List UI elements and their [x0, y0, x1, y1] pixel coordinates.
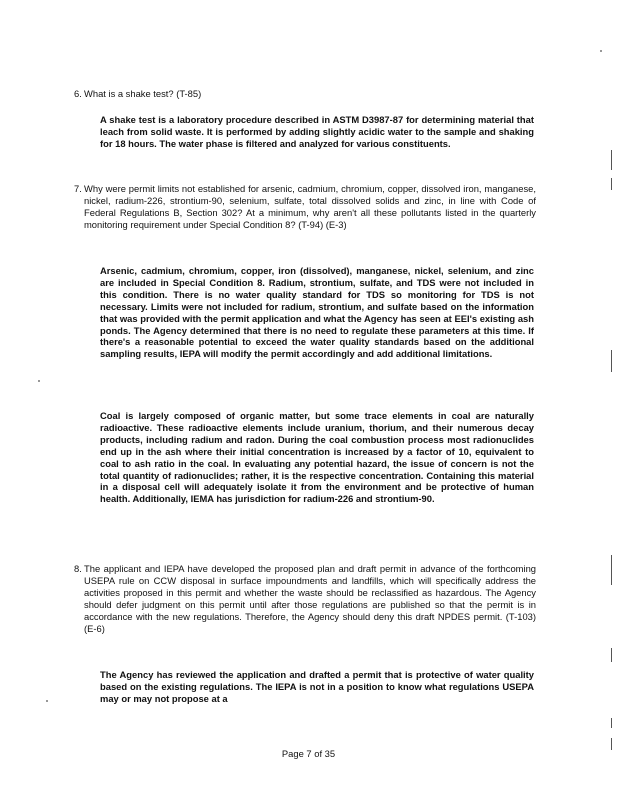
margin-mark — [611, 178, 612, 190]
question-number: 6. — [74, 88, 82, 99]
question-text: Why were permit limits not established for arsenic, cadmium, chromium, copper, dissolved iron, manganese, nickel, radium-226, strontium-90, selenium, sulfate, total dissolved solids and zinc, in line with Code of Federal Regulations B, Section 302? At a minimum, why aren't all these pollutants listed in the quarterly monitoring requirement under Special Condition 8? (T-94) (E-3) — [84, 183, 536, 230]
margin-mark — [611, 350, 612, 372]
question-text: The applicant and IEPA have developed the proposed plan and draft permit in advance of the forthcoming USEPA rule on CCW disposal in surface impoundments and landfills, which will specifically address the activities proposed in this permit and whether the waste should be reclassified as hazardous. The Agency should defer judgment on this permit until after those regulations are published so that the permit is in accordance with the new regulations. Therefore, the Agency should deny this draft NPDES permit. (T-103) (E-6) — [84, 563, 536, 634]
question-item-8 — [74, 563, 536, 634]
answer-paragraph: Coal is largely composed of organic matter, but some trace elements in coal are naturally radioactive. These radioactive elements include uranium, thorium, and their numerous decay products, including radium and radon. During the coal combustion process most radionuclides end up in the ash where their initial concentration is increased by a factor of 10, equivalent to coal to ash ratio in the coal. In evaluating any potential hazard, the issue of concern is not the total quantity of radionuclides; rather, it is the respective concentration. Containing this material in a disposal cell will adequately isolate it from the environment and be protective of human health. Additionally, IEMA has jurisdiction for radium-226 and strontium-90. — [100, 410, 534, 505]
question-number: 8. — [74, 563, 82, 574]
margin-mark — [611, 718, 612, 728]
question-item-6 — [74, 88, 536, 100]
margin-mark — [611, 738, 612, 750]
question-text: What is a shake test? (T-85) — [84, 88, 202, 99]
scan-speck — [46, 700, 48, 702]
margin-mark — [611, 150, 612, 170]
question-number: 7. — [74, 183, 82, 194]
margin-mark — [611, 648, 612, 662]
question-item-7 — [74, 183, 536, 231]
scan-speck — [38, 380, 40, 382]
answer-paragraph: Arsenic, cadmium, chromium, copper, iron (dissolved), manganese, nickel, selenium, and zinc are included in Special Condition 8. Radium, strontium, sulfate, and TDS were not included in this condition. There is no water quality standard for TDS so monitoring for TDS is not necessary. Limits were not included for radium, strontium, and sulfate based on the information that was provided with the permit application and what the Agency has seen at EEI's existing ash ponds. The Agency determined that there is no need to regulate these parameters at this time. If there's a reasonable potential to exceed the water quality standards based on the additional sampling results, IEPA will modify the permit accordingly and add additional limitations. — [100, 265, 534, 360]
page-footer: Page 7 of 35 — [281, 748, 336, 759]
answer-paragraph: The Agency has reviewed the application and drafted a permit that is protective of water quality based on the existing regulations. The IEPA is not in a position to know what regulations USEPA may or may not propose at a — [100, 669, 534, 704]
answer-paragraph: A shake test is a laboratory procedure described in ASTM D3987-87 for determining material that leach from solid waste. It is performed by adding slightly acidic water to the sample and shaking for 18 hours. The water phase is filtered and analyzed for various constituents. — [100, 114, 534, 149]
scan-speck — [600, 50, 602, 52]
margin-mark — [611, 555, 612, 585]
